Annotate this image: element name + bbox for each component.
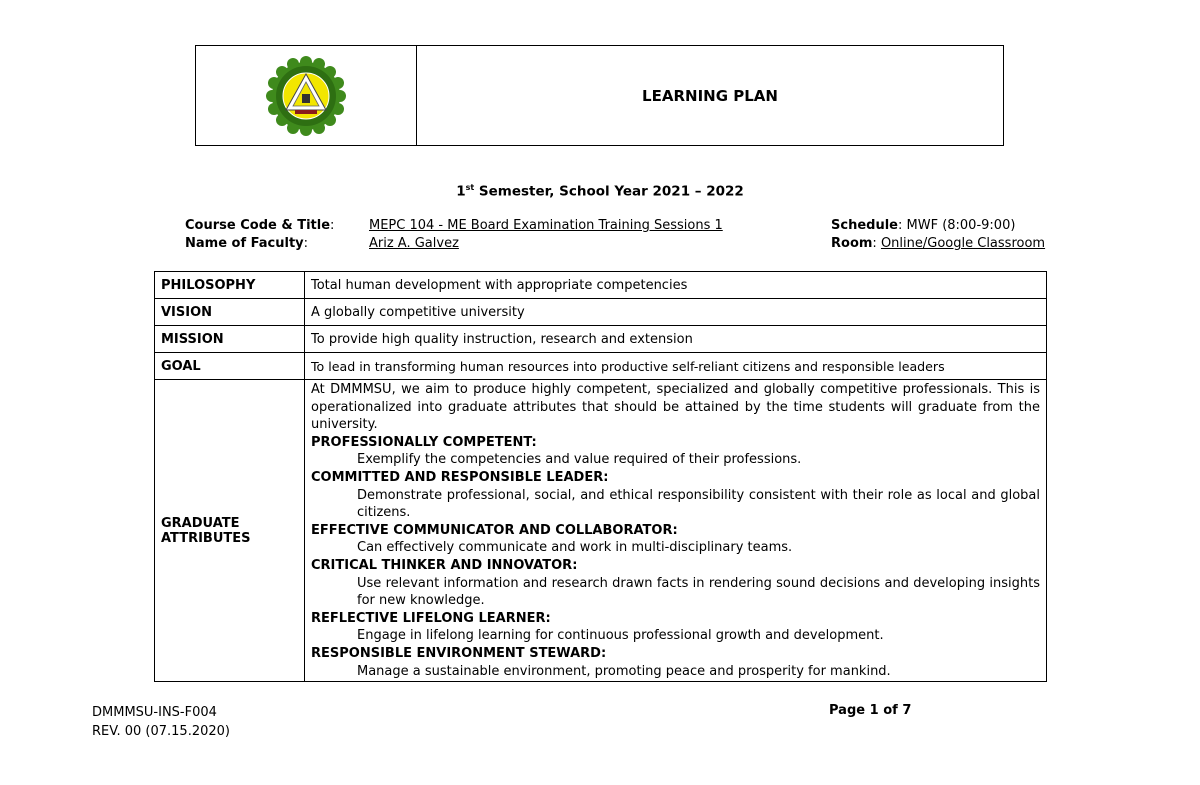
course-info-values xyxy=(369,217,723,253)
graduate-attributes-content xyxy=(305,380,1047,682)
attribute-heading: CRITICAL THINKER AND INNOVATOR: xyxy=(311,557,578,573)
attribute-description: Demonstrate professional, social, and ethical responsibility consistent with their role as local and global citizens. xyxy=(357,487,1040,521)
row-value: To lead in transforming human resources into productive self-reliant citizens and responsible leaders xyxy=(305,353,1047,380)
attribute-heading: PROFESSIONALLY COMPETENT: xyxy=(311,434,537,450)
attribute-heading-text: RESPONSIBLE ENVIRONMENT STEWARD xyxy=(311,645,601,661)
table-row-graduate-attributes xyxy=(155,380,1047,682)
attribute-description: Exemplify the competencies and value required of their professions. xyxy=(357,452,802,468)
university-seal-logo xyxy=(262,54,350,138)
schedule-label: Schedule xyxy=(831,218,898,233)
faculty-value: Ariz A. Galvez xyxy=(369,236,459,251)
attribute-description: Can effectively communicate and work in multi-disciplinary teams. xyxy=(357,540,793,556)
row-label: MISSION xyxy=(155,326,305,353)
page-label: Page xyxy=(829,703,866,718)
graduate-attributes-intro: At DMMMSU, we aim to produce highly competent, specialized and globally competitive professionals. This is operationalized into graduate attributes that should be attained by the time students will graduate from the university. xyxy=(311,382,1040,433)
row-label: GRADUATE ATTRIBUTES xyxy=(155,380,305,682)
page-total: 7 xyxy=(902,703,912,718)
revision-info: REV. 00 (07.15.2020) xyxy=(92,724,230,739)
colon: : xyxy=(330,218,335,233)
attribute-heading-text: REFLECTIVE LIFELONG LEARNER xyxy=(311,610,546,626)
attribute-heading-text: PROFESSIONALLY COMPETENT xyxy=(311,434,532,450)
row-value: Total human development with appropriate competencies xyxy=(305,272,1047,299)
page-of: of xyxy=(883,703,898,718)
table-row xyxy=(155,326,1047,353)
attribute-heading: COMMITTED AND RESPONSIBLE LEADER: xyxy=(311,469,609,485)
faculty-label: Name of Faculty xyxy=(185,236,304,251)
attribute-heading-text: CRITICAL THINKER AND INNOVATOR xyxy=(311,557,573,573)
semester-ordinal: 1 xyxy=(456,183,466,200)
document-header xyxy=(195,45,1004,146)
course-value: MEPC 104 - ME Board Examination Training Sessions 1 xyxy=(369,218,723,233)
semester-text: Semester, School Year 2021 – 2022 xyxy=(474,183,744,200)
attribute-description: Manage a sustainable environment, promoting peace and prosperity for mankind. xyxy=(357,663,891,679)
footer-document-info xyxy=(92,703,230,741)
row-label: VISION xyxy=(155,299,305,326)
attribute-heading-text: EFFECTIVE COMMUNICATOR AND COLLABORATOR xyxy=(311,522,673,538)
attribute-heading: REFLECTIVE LIFELONG LEARNER: xyxy=(311,610,551,626)
page-current: 1 xyxy=(869,703,879,718)
attribute-description: Engage in lifelong learning for continuous professional growth and development. xyxy=(357,628,884,644)
schedule-value: MWF (8:00-9:00) xyxy=(902,218,1016,233)
room-label: Room xyxy=(831,236,873,251)
document-title: LEARNING PLAN xyxy=(642,86,778,105)
row-label: PHILOSOPHY xyxy=(155,272,305,299)
attribute-heading: RESPONSIBLE ENVIRONMENT STEWARD: xyxy=(311,645,607,661)
course-info-labels xyxy=(185,217,334,253)
row-value: A globally competitive university xyxy=(305,299,1047,326)
semester-ordinal-suffix: st xyxy=(465,183,475,192)
colon: : xyxy=(303,236,309,251)
table-row xyxy=(155,299,1047,326)
attribute-heading: EFFECTIVE COMMUNICATOR AND COLLABORATOR: xyxy=(311,522,678,538)
schedule-room-info xyxy=(831,217,1045,253)
colon: : xyxy=(872,236,877,251)
table-row xyxy=(155,353,1047,380)
room-value: Online/Google Classroom xyxy=(880,236,1046,251)
colon: : xyxy=(897,218,903,233)
row-label: GOAL xyxy=(155,353,305,380)
course-label: Course Code & Title xyxy=(185,218,331,233)
row-value: To provide high quality instruction, research and extension xyxy=(305,326,1047,353)
table-row xyxy=(155,272,1047,299)
document-code: DMMMSU-INS-F004 xyxy=(92,705,217,720)
attribute-heading-text: COMMITTED AND RESPONSIBLE LEADER xyxy=(311,469,604,485)
institutional-table xyxy=(154,271,1047,682)
page-number xyxy=(829,703,911,718)
attribute-description: Use relevant information and research drawn facts in rendering sound decisions and developing insights for new knowledge. xyxy=(357,575,1040,609)
semester-heading xyxy=(0,183,1200,200)
